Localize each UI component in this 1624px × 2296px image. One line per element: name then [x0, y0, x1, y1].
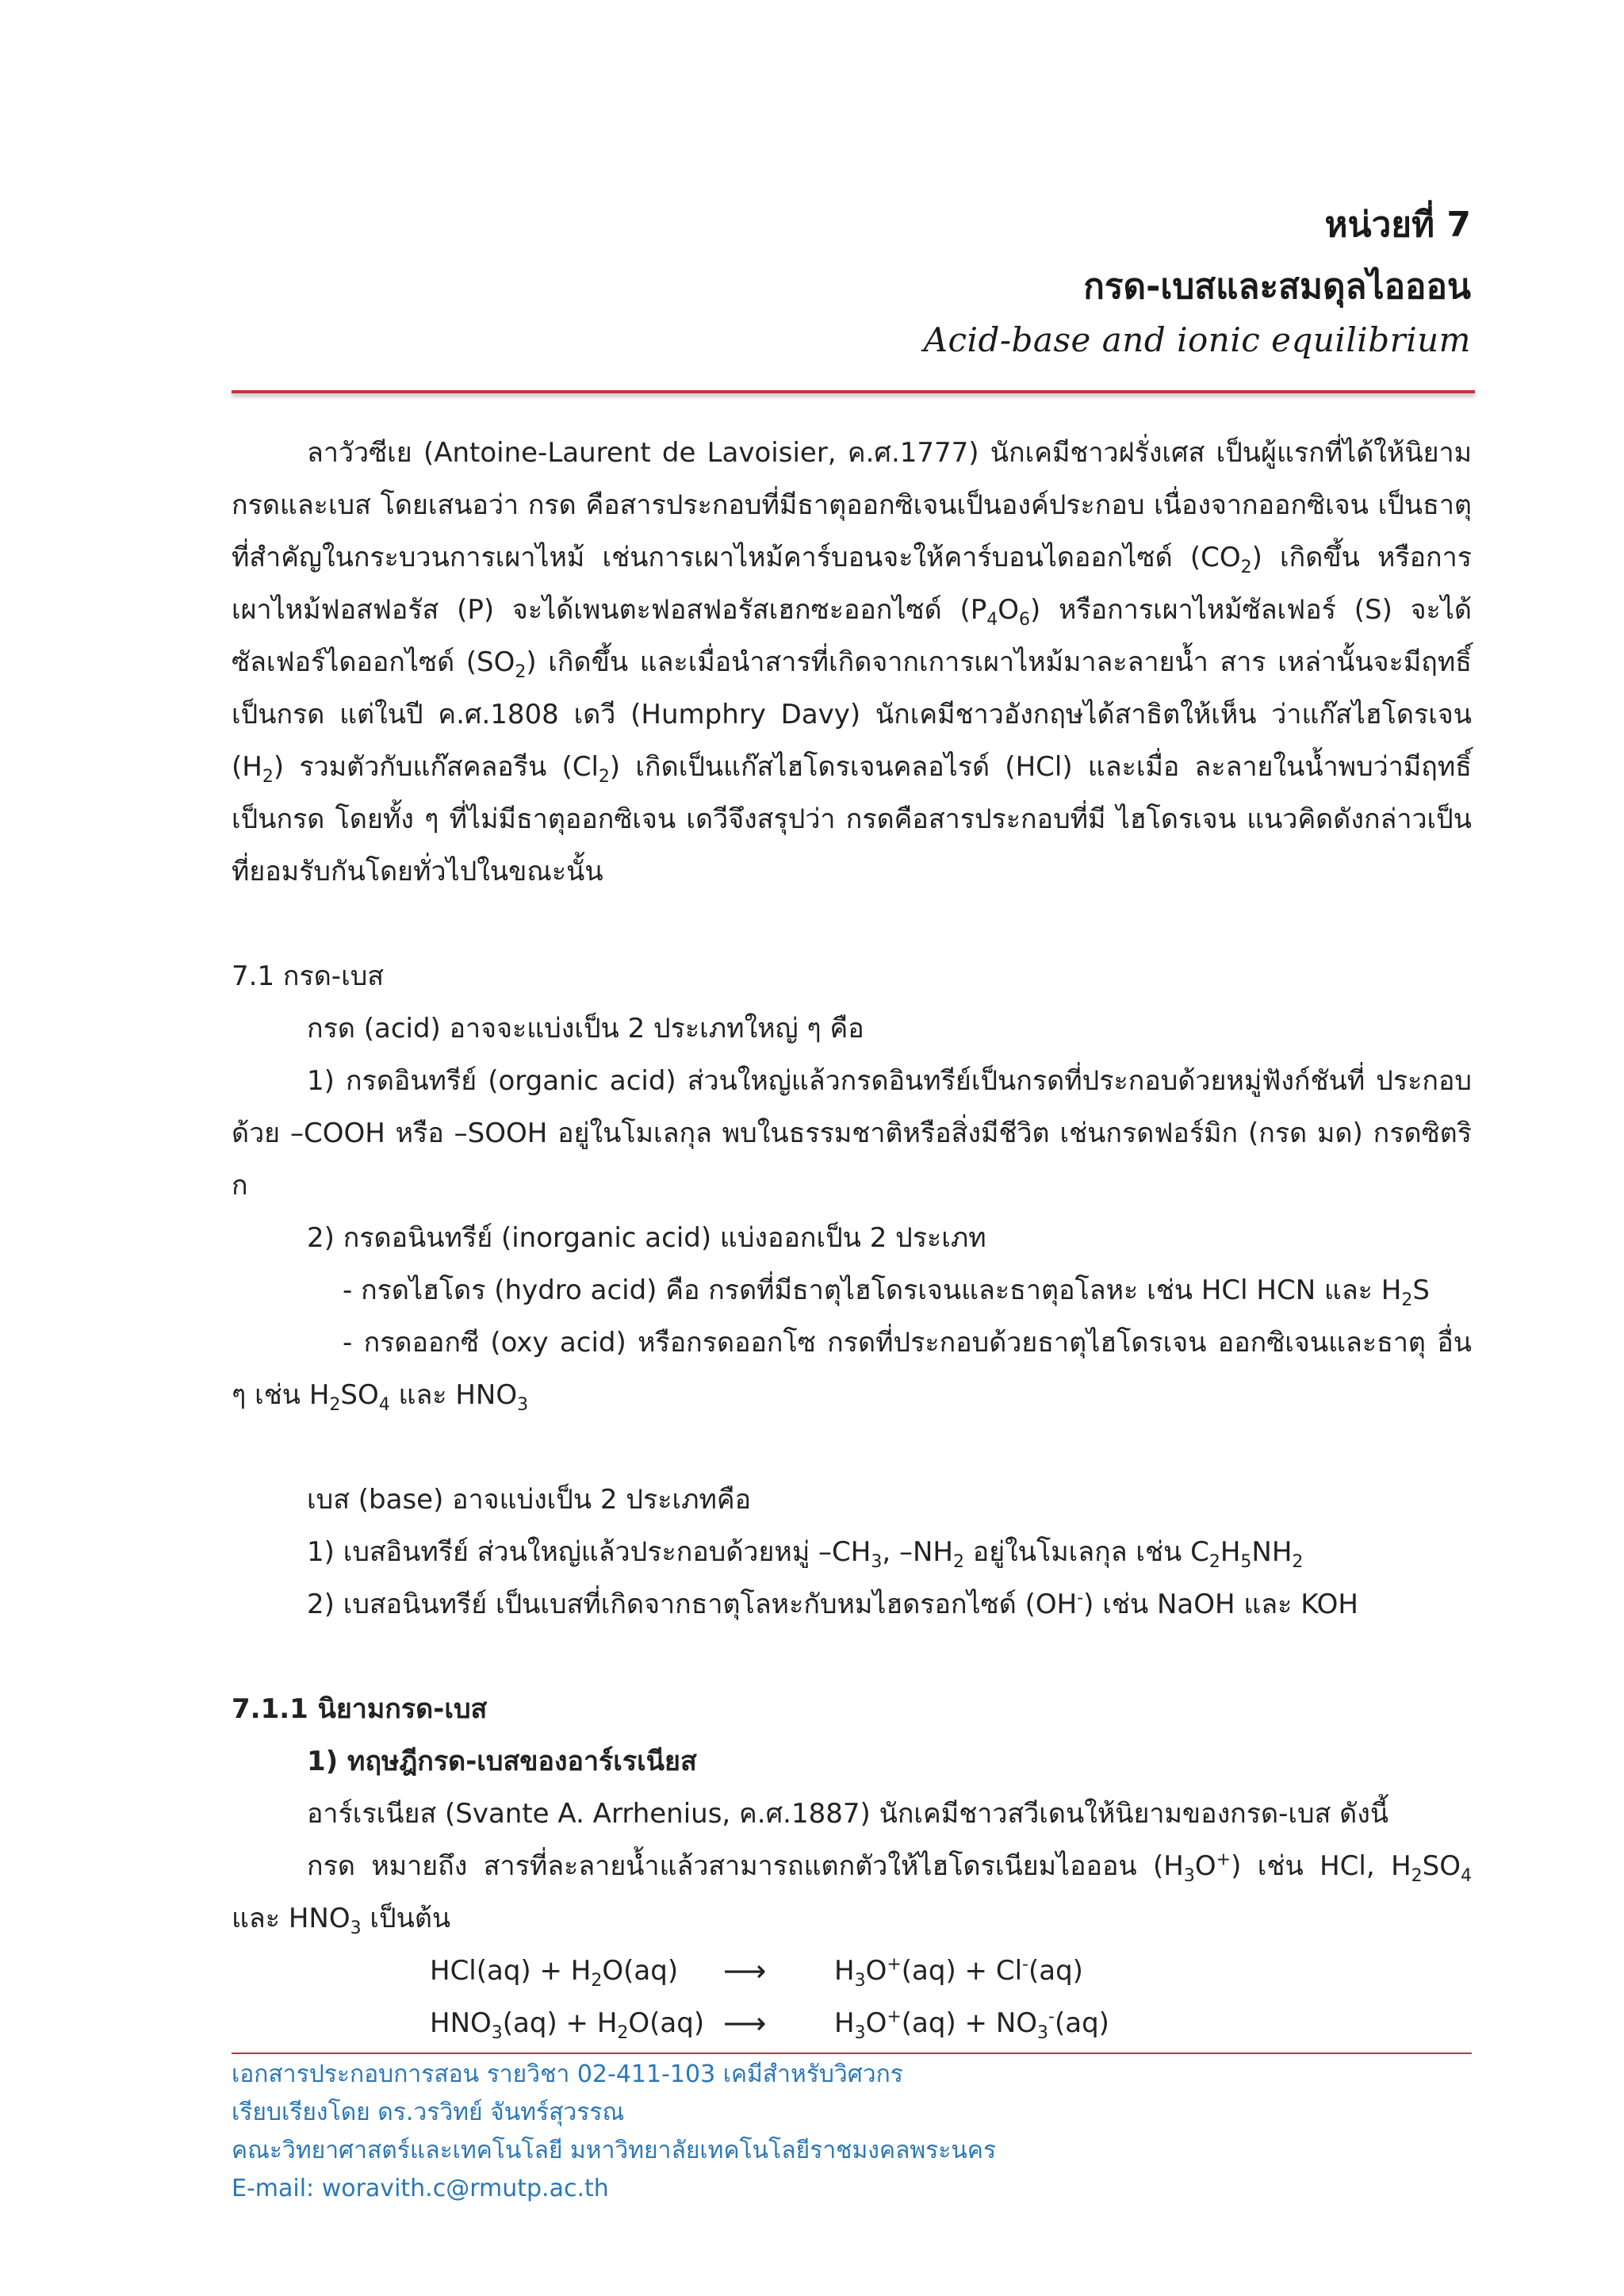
- unit-number-title: หน่วยที่ 7: [1324, 205, 1471, 245]
- chapter-subtitle-english: Acid-base and ionic equilibrium: [923, 320, 1471, 359]
- equation-products: $H_3O^+(aq) + Cl^-(aq)$: [834, 1954, 1083, 1991]
- reaction-arrow-icon: ⟶: [723, 1953, 767, 1988]
- footer-course-line: เอกสารประกอบการสอน รายวิชา 02-411-103 เคมีสำหรับวิศวกร: [232, 2060, 903, 2088]
- inorganic-base-item: 2) เบสอนินทรีย์ เป็นเบสที่เกิดจากธาตุโลหะกับหมไฮดรอกไซด์ (OH-) เช่น NaOH และ KOH: [307, 1588, 1358, 1620]
- footer-faculty-line: คณะวิทยาศาสตร์และเทคโนโลยี มหาวิทยาลัยเทคโนโลยีราชมงคลพระนคร: [232, 2137, 997, 2164]
- chapter-title: กรด-เบสและสมดุลไอออน: [1083, 266, 1471, 307]
- section-heading-7-1-1: 7.1.1 นิยามกรด-เบส: [232, 1693, 488, 1725]
- section-heading-7-1: 7.1 กรด-เบส: [232, 960, 385, 992]
- organic-base-item: 1) เบสอินทรีย์ ส่วนใหญ่แล้วประกอบด้วยหมู่ $-CH_3$, $-NH_2$ อยู่ในโมเลกุล เช่น $C_2H_5NH_2$: [307, 1536, 1304, 1572]
- footer-email-line[interactable]: E-mail: woravith.c@rmutp.ac.th: [232, 2175, 609, 2202]
- header-divider: [232, 390, 1475, 393]
- footer-divider: [232, 2053, 1472, 2054]
- document-body: [232, 427, 1472, 2049]
- inorganic-acid-item: 2) กรดอนินทรีย์ (inorganic acid) แบ่งออกเป็น 2 ประเภท: [307, 1222, 986, 1254]
- equation-reactants: $HCl(aq) + H_2O(aq)$: [430, 1955, 679, 1991]
- acid-intro: กรด (acid) อาจจะแบ่งเป็น 2 ประเภทใหญ่ ๆ คือ: [307, 1013, 864, 1045]
- equation-hcl: [232, 1945, 1472, 1997]
- oxy-acid-item: - กรดออกซี (oxy acid) หรือกรดออกโซ กรดที่ประกอบด้วยธาตุไฮโดรเจน ออกซิเจนและธาตุ อื่น ๆ เช่น $H_2SO_4$ และ $HNO_3$: [232, 1327, 1472, 1415]
- equation-products: $H_3O^+(aq) + NO_3^-(aq)$: [834, 2007, 1109, 2043]
- footer-author-line: เรียบเรียงโดย ดร.วรวิทย์ จันทร์สุวรรณ: [232, 2099, 625, 2126]
- arrhenius-intro: อาร์เรเนียส (Svante A. Arrhenius, ค.ศ.1887) นักเคมีชาวสวีเดนให้นิยามของกรด-เบส ดังนี้: [307, 1798, 1389, 1830]
- arrhenius-theory-heading: 1) ทฤษฎีกรด-เบสของอาร์เรเนียส: [307, 1746, 697, 1777]
- equation-reactants: $HNO_3(aq) + H_2O(aq)$: [430, 2007, 705, 2043]
- hydro-acid-item: - กรดไฮโดร (hydro acid) คือ กรดที่มีธาตุไฮโดรเจนและธาตุอโลหะ เช่น HCl HCN และ $H_2S$: [343, 1274, 1430, 1310]
- intro-paragraph: ลาวัวซีเย (Antoine-Laurent de Lavoisier, ค.ศ.1777) นักเคมีชาวฝรั่งเศส เป็นผู้แรกที่ได้ให้นิยาม กรดและเบส โดยเสนอว่า กรด คือสารประกอบที่มีธาตุออกซิเจนเป็นองค์ประกอบ เนื่องจากออกซิเจน เป็นธาตุที่สำคัญในกระบวนการเผาไหม้ เช่นการเผาไหม้คาร์บอนจะให้คาร์บอนไดออกไซด์ $(CO_2)$ เกิดขึ้น หรือการเผาไหม้ฟอสฟอรัส (P) จะได้เพนตะฟอสฟอรัสเฮกซะออกไซด์ $(P_4O_6)$ หรือการเผาไหม้ซัลเฟอร์ (S) จะได้ซัลเฟอร์ไดออกไซด์ $(SO_2)$ เกิดขึ้น และเมื่อนำสารที่เกิดจากเการเผาไหม้มาละลายน้ำ สาร เหล่านั้นจะมีฤทธิ์เป็นกรด แต่ในปี ค.ศ.1808 เดวี (Humphry Davy) นักเคมีชาวอังกฤษได้สาธิตให้เห็น ว่าแก๊สไฮโดรเจน $(H_2)$ รวมตัวกับแก๊สคลอรีน $(Cl_2)$ เกิดเป็นแก๊สไฮโดรเจนคลอไรด์ (HCl) และเมื่อ ละลายในน้ำพบว่ามีฤทธิ์เป็นกรด โดยทั้ง ๆ ที่ไม่มีธาตุออกซิเจน เดวีจึงสรุปว่า กรดคือสารประกอบที่มี ไฮโดรเจน แนวคิดดังกล่าวเป็นที่ยอมรับกันโดยทั่วไปในขณะนั้น: [232, 437, 1472, 887]
- page-footer: [232, 2056, 1421, 2208]
- reaction-arrow-icon: ⟶: [723, 2006, 767, 2041]
- base-intro: เบส (base) อาจแบ่งเป็น 2 ประเภทคือ: [307, 1484, 752, 1516]
- equation-hno3: [232, 1997, 1472, 2049]
- organic-acid-item: 1) กรดอินทรีย์ (organic acid) ส่วนใหญ่แล้วกรดอินทรีย์เป็นกรดที่ประกอบด้วยหมู่ฟังก์ชันที่ ประกอบ ด้วย –COOH หรือ –SOOH อยู่ในโมเลกุล พบในธรรมชาติหรือสิ่งมีชีวิต เช่นกรดฟอร์มิก (กรด มด) กรดซิตริก: [232, 1065, 1472, 1202]
- acid-definition: กรด หมายถึง สารที่ละลายน้ำแล้วสามารถแตกตัวให้ไฮโดรเนียมไอออน $(H_3O^+)$ เช่น HCl, $H_2SO_4$ และ $HNO_3$ เป็นต้น: [232, 1849, 1472, 1938]
